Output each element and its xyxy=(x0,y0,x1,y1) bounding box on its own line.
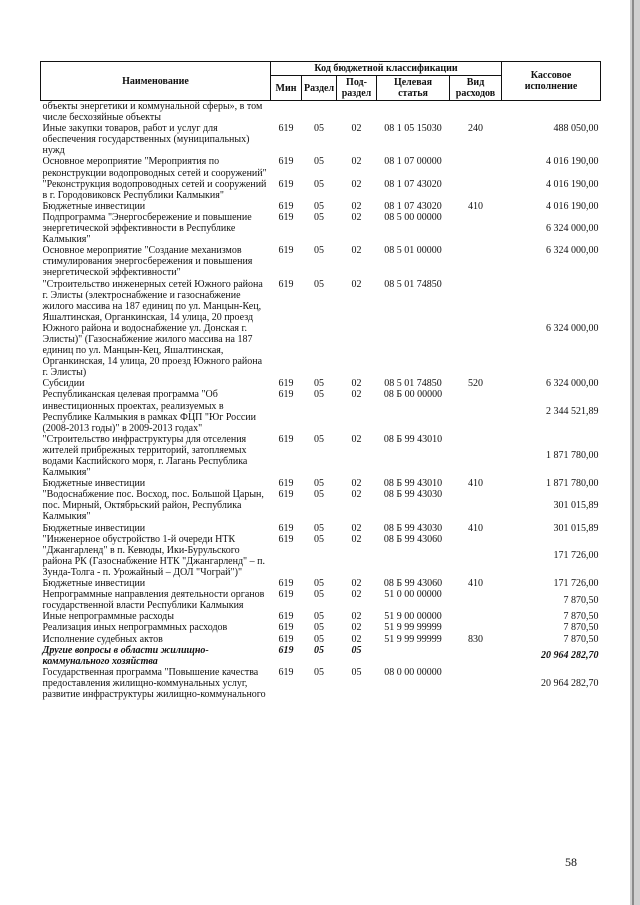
row-target: 08 Б 00 00000 xyxy=(383,389,443,401)
row-amount: 4 016 190,00 xyxy=(546,156,599,168)
row-section: 05 xyxy=(314,278,324,290)
header-kind: Вид расходов xyxy=(450,76,502,101)
table-row xyxy=(41,622,601,633)
row-target: 08 5 00 00000 xyxy=(384,211,442,223)
row-kind xyxy=(450,389,502,433)
row-name: "Инженерное обустройство 1-й очереди НТК "Джангарленд" в п. Кевюды, Ики-Бурульского района РК (Газоснабжение НТК "Джангарленд" – п. Зунда-Толга - п. Урожайный – ДОЛ "Чограй")" xyxy=(42,533,265,578)
row-name: Основное мероприятие "Мероприятия по реконструкции водопроводных сетей и сооружений" xyxy=(42,156,267,179)
row-subsection: 02 xyxy=(351,245,362,257)
row-amount: 1 871 780,00 xyxy=(546,478,599,490)
row-target: 08 5 01 74850 xyxy=(384,378,442,390)
row-target: 08 1 07 00000 xyxy=(384,156,442,168)
header-target: Целевая статья xyxy=(377,76,450,101)
row-section: 05 xyxy=(314,433,324,445)
row-amount: 301 015,89 xyxy=(553,500,599,512)
row-subsection: 02 xyxy=(351,278,362,290)
table-row xyxy=(41,389,601,433)
row-name: Бюджетные инвестиции xyxy=(42,478,146,490)
row-target xyxy=(377,101,450,124)
row-min: 619 xyxy=(278,211,294,223)
row-amount: 6 324 000,00 xyxy=(546,245,599,257)
row-kind xyxy=(450,534,502,578)
row-target: 08 Б 99 43030 xyxy=(383,522,443,534)
row-kind xyxy=(450,179,502,201)
table-row xyxy=(41,589,601,611)
row-kind: 410 xyxy=(468,478,484,490)
row-min xyxy=(271,101,302,124)
row-subsection: 02 xyxy=(351,522,362,534)
row-kind: 240 xyxy=(468,123,484,135)
row-kind xyxy=(450,434,502,478)
row-amount: 20 964 282,70 xyxy=(541,650,599,662)
row-amount: 171 726,00 xyxy=(553,578,599,590)
row-min: 619 xyxy=(278,489,294,501)
row-amount: 7 870,50 xyxy=(563,594,599,606)
row-amount: 6 324 000,00 xyxy=(546,322,599,334)
row-name: Бюджетные инвестиции xyxy=(42,522,146,534)
row-name: "Реконструкция водопроводных сетей и сооружений в г. Городовиковск Республики Калмыкия" xyxy=(42,178,267,201)
row-kind xyxy=(450,489,502,522)
header-amount: Кассовое исполнение xyxy=(502,62,601,101)
row-min: 619 xyxy=(278,533,294,545)
row-subsection: 02 xyxy=(351,589,362,601)
row-kind: 410 xyxy=(468,200,484,212)
row-section: 05 xyxy=(314,245,324,257)
row-min: 619 xyxy=(278,611,294,623)
row-kind xyxy=(450,212,502,245)
row-section: 05 xyxy=(314,378,324,390)
row-section: 05 xyxy=(314,611,324,623)
row-subsection: 02 xyxy=(351,378,362,390)
table-row xyxy=(41,434,601,478)
row-subsection: 02 xyxy=(351,156,362,168)
row-name: Исполнение судебных актов xyxy=(42,633,163,645)
row-subsection: 02 xyxy=(351,533,362,545)
row-amount: 4 016 190,00 xyxy=(546,178,599,190)
row-subsection: 05 xyxy=(351,644,362,656)
row-target: 08 Б 99 43060 xyxy=(383,578,443,590)
row-subsection: 02 xyxy=(351,178,362,190)
row-name: Бюджетные инвестиции xyxy=(42,578,146,590)
table-body xyxy=(41,101,601,701)
row-section: 05 xyxy=(314,178,324,190)
row-target: 51 9 99 99999 xyxy=(384,622,442,634)
header-code-group: Код бюджетной классификации xyxy=(271,62,502,76)
row-name: Другие вопросы в области жилищно-коммунального хозяйства xyxy=(42,644,209,667)
row-subsection: 05 xyxy=(351,666,362,678)
row-amount: 7 870,50 xyxy=(563,622,599,634)
table-row xyxy=(41,523,601,534)
row-min: 619 xyxy=(278,589,294,601)
row-subsection: 02 xyxy=(351,389,362,401)
row-name: Республиканская целевая программа "Об инвестиционных проектах, реализуемых в Республике Калмыкия в рамках ФЦП "Юг России (2008-2013 годы)" в 2009-2013 годах" xyxy=(42,389,256,434)
row-target: 08 Б 99 43010 xyxy=(383,433,443,445)
row-subsection: 02 xyxy=(351,633,362,645)
row-kind: 830 xyxy=(468,633,484,645)
row-kind xyxy=(450,279,502,379)
table-row xyxy=(41,156,601,178)
row-kind xyxy=(450,589,502,611)
row-section: 05 xyxy=(314,666,324,678)
row-amount: 7 870,50 xyxy=(563,611,599,623)
row-min: 619 xyxy=(278,478,294,490)
row-subsection: 02 xyxy=(351,489,362,501)
row-target xyxy=(377,645,450,667)
header-min: Мин xyxy=(271,76,302,101)
table-row xyxy=(41,179,601,201)
table-row xyxy=(41,634,601,645)
row-target: 08 1 07 43020 xyxy=(384,178,442,190)
header-section: Раздел xyxy=(302,76,337,101)
row-min: 619 xyxy=(278,278,294,290)
row-amount: 488 050,00 xyxy=(553,123,599,135)
row-name: Государственная программа "Повышение качества предоставления жилищно-коммунальных услуг, развитие инфраструктуры жилищно-коммунального xyxy=(42,666,266,700)
row-section: 05 xyxy=(314,489,324,501)
row-section: 05 xyxy=(314,622,324,634)
row-min: 619 xyxy=(278,644,294,656)
header-subsection: Под-раздел xyxy=(337,76,377,101)
page-number: 58 xyxy=(565,855,577,869)
row-subsection: 02 xyxy=(351,622,362,634)
row-section: 05 xyxy=(314,200,324,212)
row-section: 05 xyxy=(314,533,324,545)
row-section: 05 xyxy=(314,578,324,590)
scan-page-edge xyxy=(630,0,640,905)
row-kind xyxy=(450,622,502,633)
row-name: Субсидии xyxy=(42,378,85,390)
row-subsection xyxy=(337,101,377,124)
row-amount: 171 726,00 xyxy=(553,550,599,562)
row-section: 05 xyxy=(314,644,324,656)
row-name: Иные непрограммные расходы xyxy=(42,611,174,623)
table-row xyxy=(41,611,601,622)
row-section: 05 xyxy=(314,211,324,223)
row-name: Реализация иных непрограммных расходов xyxy=(42,622,228,634)
row-kind xyxy=(450,245,502,278)
row-target: 08 Б 99 43030 xyxy=(383,489,443,501)
row-subsection: 02 xyxy=(351,478,362,490)
row-min: 619 xyxy=(278,633,294,645)
row-min: 619 xyxy=(278,156,294,168)
row-min: 619 xyxy=(278,200,294,212)
row-min: 619 xyxy=(278,622,294,634)
row-kind xyxy=(450,156,502,178)
table-row xyxy=(41,578,601,589)
row-kind: 410 xyxy=(468,522,484,534)
row-subsection: 02 xyxy=(351,433,362,445)
row-name: "Водоснабжение пос. Восход, пос. Большой Царын, пос. Мирный, Октябрьский район, Республика Калмыкия" xyxy=(42,489,264,523)
row-kind: 410 xyxy=(468,578,484,590)
row-min: 619 xyxy=(278,433,294,445)
row-amount: 2 344 521,89 xyxy=(546,406,599,418)
row-target: 51 9 00 00000 xyxy=(384,611,442,623)
table-row xyxy=(41,378,601,389)
budget-table xyxy=(40,61,601,700)
row-min: 619 xyxy=(278,578,294,590)
row-min: 619 xyxy=(278,522,294,534)
row-section: 05 xyxy=(314,522,324,534)
row-amount: 301 015,89 xyxy=(553,522,599,534)
row-target: 08 1 07 43020 xyxy=(384,200,442,212)
table-row xyxy=(41,478,601,489)
row-section: 05 xyxy=(314,478,324,490)
row-target: 08 Б 99 43060 xyxy=(383,533,443,545)
row-target: 08 5 01 00000 xyxy=(384,245,442,257)
row-name: "Строительство инфраструктуры для отселения жителей прибрежных территорий, затопляемых водами Каспийского моря, г. Лагань Республика Калмыкия" xyxy=(42,433,248,479)
row-subsection: 02 xyxy=(351,611,362,623)
row-amount: 6 324 000,00 xyxy=(546,378,599,390)
row-min: 619 xyxy=(278,378,294,390)
table-row xyxy=(41,123,601,156)
row-kind xyxy=(450,667,502,700)
row-kind xyxy=(450,101,502,124)
row-name: Бюджетные инвестиции xyxy=(42,200,146,212)
row-name: Основное мероприятие "Создание механизмов стимулирования энергосбережения и повышения энергетической эффективности" xyxy=(42,245,253,279)
row-amount xyxy=(502,101,601,124)
row-target: 08 Б 99 43010 xyxy=(383,478,443,490)
row-name: Иные закупки товаров, работ и услуг для обеспечения государственных (муниципальных) нужд xyxy=(42,123,250,157)
row-min: 619 xyxy=(278,389,294,401)
table-header xyxy=(41,62,601,101)
row-min: 619 xyxy=(278,666,294,678)
row-name: Подпрограмма "Энергосбережение и повышение энергетической эффективности в Республике Калмыкия" xyxy=(42,211,252,246)
row-section: 05 xyxy=(314,123,324,135)
row-amount: 1 871 780,00 xyxy=(546,450,599,462)
row-target: 51 9 99 99999 xyxy=(384,633,442,645)
header-name: Наименование xyxy=(41,62,271,101)
row-amount: 7 870,50 xyxy=(563,633,599,645)
row-kind xyxy=(450,645,502,667)
row-min: 619 xyxy=(278,245,294,257)
row-target: 08 0 00 00000 xyxy=(384,666,442,678)
table-row xyxy=(41,245,601,278)
table-row xyxy=(41,489,601,522)
row-kind xyxy=(450,611,502,622)
row-min: 619 xyxy=(278,178,294,190)
row-subsection: 02 xyxy=(351,578,362,590)
row-kind: 520 xyxy=(468,378,484,390)
table-row xyxy=(41,534,601,578)
row-amount: 6 324 000,00 xyxy=(546,223,599,235)
row-min: 619 xyxy=(278,123,294,135)
row-section: 05 xyxy=(314,633,324,645)
table-row xyxy=(41,667,601,700)
table-row xyxy=(41,212,601,245)
row-section: 05 xyxy=(314,389,324,401)
row-amount: 4 016 190,00 xyxy=(546,200,599,212)
table-row xyxy=(41,279,601,379)
row-target: 08 1 05 15030 xyxy=(384,123,442,135)
row-target: 08 5 01 74850 xyxy=(384,278,442,290)
row-subsection: 02 xyxy=(351,123,362,135)
row-section: 05 xyxy=(314,156,324,168)
row-name: "Строительство инженерных сетей Южного района г. Элисты (электроснабжение и газоснабжение жилого массива на 187 единиц по ул. Манцын-Кец, Яшалтинская, Органкинская, 14 улица, 20 проезд Южного района и водоснабжение ул. Донская г. Элисты)" (Газоснабжение жилого массива на 187 единиц по ул. Манцын-Кец, Яшалтинская, Органкинская, 14 улица, 20 проезд Южного района г. Элисты) xyxy=(42,278,263,379)
table-row xyxy=(41,201,601,212)
table-row xyxy=(41,645,601,667)
row-name: Непрограммные направления деятельности органов государственной власти Республики Калмыкия xyxy=(42,589,265,612)
row-target: 51 0 00 00000 xyxy=(384,589,442,601)
row-amount: 20 964 282,70 xyxy=(541,677,599,689)
row-name: объекты энергетики и коммунальной сферы», в том числе бесхозяйные объекты xyxy=(42,101,263,124)
row-subsection: 02 xyxy=(351,211,362,223)
row-section: 05 xyxy=(314,589,324,601)
table-row xyxy=(41,101,601,124)
row-section xyxy=(302,101,337,124)
row-subsection: 02 xyxy=(351,200,362,212)
